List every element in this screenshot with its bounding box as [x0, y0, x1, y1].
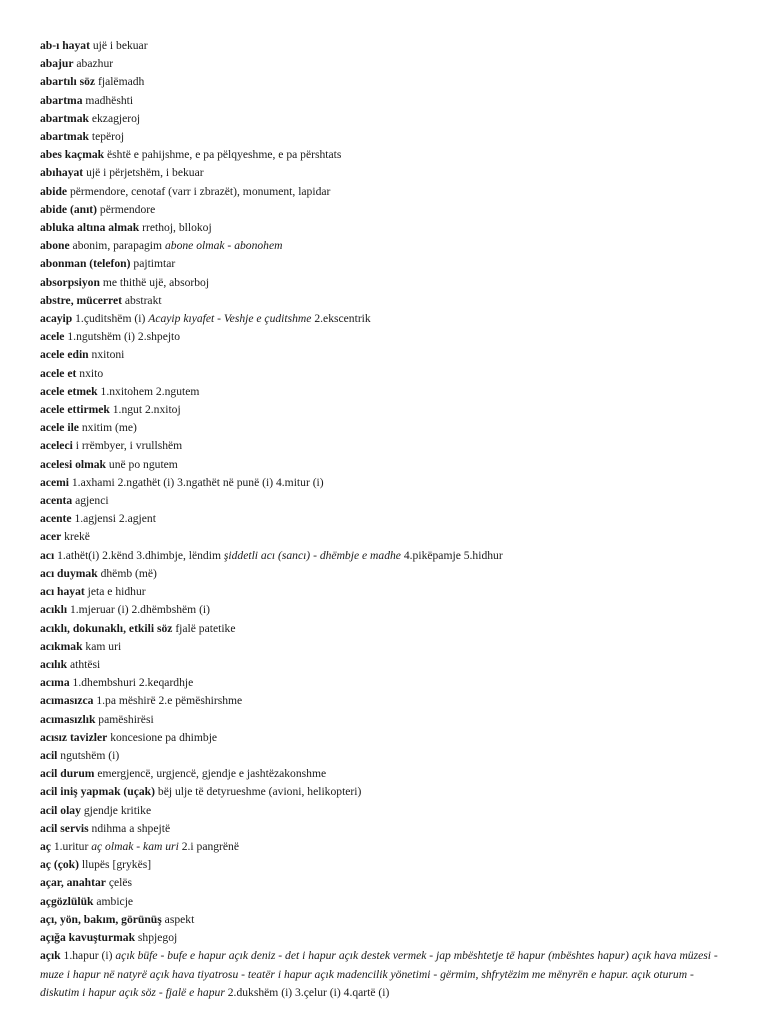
entry-headword: acele edin: [40, 348, 89, 362]
entry-headword: abartılı söz: [40, 75, 96, 89]
entry-definition: nxitim (me): [81, 421, 137, 435]
entry-headword: acı duymak: [40, 566, 98, 580]
dictionary-entry: [40, 874, 730, 892]
entry-definition: tepëroj: [91, 130, 125, 144]
entry-definition: ujë i bekuar: [92, 39, 148, 52]
dictionary-entry: [40, 601, 730, 619]
entry-headword: acele: [40, 330, 65, 344]
entry-headword: abıhayat: [40, 166, 84, 180]
entry-headword: abartmak: [40, 111, 89, 125]
entry-definition: pamëshirësi: [98, 712, 154, 726]
dictionary-entry: [40, 911, 730, 929]
entry-definition: 1.ngut 2.nxitoj: [112, 403, 181, 417]
entry-headword: acenta: [40, 494, 73, 508]
dictionary-entry: [40, 146, 730, 164]
entry-definition: i rrëmbyer, i vrullshëm: [75, 439, 183, 453]
dictionary-entry: [40, 346, 730, 364]
dictionary-entry: [40, 55, 730, 73]
dictionary-entry: [40, 856, 730, 874]
dictionary-entry: [40, 783, 730, 801]
entry-headword: acente: [40, 512, 72, 526]
dictionary-entry: [40, 893, 730, 911]
entry-headword: abluka altına almak: [40, 221, 140, 235]
dictionary-entry: [40, 201, 730, 219]
entry-headword: acı hayat: [40, 585, 85, 599]
dictionary-entry: [40, 92, 730, 110]
entry-definition: me thithë ujë, absorboj: [102, 275, 210, 289]
entry-definition: 1.uritur: [53, 839, 89, 853]
entry-definition: ekzagjeroj: [91, 111, 141, 125]
entry-headword: aç: [40, 839, 51, 853]
dictionary-entry: [40, 692, 730, 710]
dictionary-entry: [40, 747, 730, 765]
entry-definition: fjalë patetike: [175, 621, 236, 635]
entry-definition: emergjencë, urgjencë, gjendje e jashtëzakonshme: [97, 767, 327, 781]
entry-example: şiddetli acı (sancı) - dhëmbje e madhe: [223, 548, 401, 562]
entry-definition-continued: 2.i pangrënë: [181, 839, 240, 853]
entry-headword: acil durum: [40, 767, 95, 781]
entry-headword: acele ile: [40, 421, 79, 435]
entry-definition: 1.mjeruar (i) 2.dhëmbshëm (i): [69, 603, 211, 617]
entry-definition: gjendje kritike: [83, 803, 152, 817]
entry-example: açık büfe - bufe e hapur açık deniz - det i hapur açık destek vermek - jap mbështetje të hapur (mbështes hapur) açık hava müzesi - muze i hapur në natyrë açık hava tiyatrosu - teatër i hapur açık madencilik yönetimi - gërmim, shfrytëzim me mënyrën e hapur. açık oturum - diskutim i hapur açık söz - fjalë e hapur: [40, 949, 718, 1000]
dictionary-entry: [40, 528, 730, 546]
dictionary-entry: [40, 274, 730, 292]
entry-headword: abone: [40, 239, 70, 253]
entry-definition: 1.hapur (i): [63, 949, 113, 963]
dictionary-entry: [40, 802, 730, 820]
entry-headword: abstre, mücerret: [40, 293, 122, 307]
entry-definition: rrethoj, bllokoj: [142, 221, 212, 235]
entry-headword: acil iniş yapmak (uçak): [40, 785, 155, 799]
dictionary-entry: [40, 419, 730, 437]
entry-headword: abide (anıt): [40, 202, 98, 216]
entry-definition: kam uri: [85, 639, 122, 653]
entry-headword: acil: [40, 748, 58, 762]
entry-headword: acele et: [40, 366, 77, 380]
dictionary-entry: [40, 437, 730, 455]
dictionary-entry: [40, 383, 730, 401]
entry-definition-continued: 2.dukshëm (i) 3.çelur (i) 4.qartë (i): [227, 986, 390, 1000]
entry-headword: açığa kavuşturmak: [40, 930, 136, 944]
entry-definition: agjenci: [75, 494, 109, 508]
dictionary-entry: [40, 656, 730, 674]
dictionary-entry: [40, 674, 730, 692]
dictionary-entry: [40, 401, 730, 419]
dictionary-entry: [40, 583, 730, 601]
entry-headword: acımasızlık: [40, 712, 96, 726]
dictionary-entry: [40, 565, 730, 583]
entry-example: Acayip kıyafet - Veshje e çuditshme: [148, 312, 312, 326]
dictionary-entry: [40, 947, 730, 1003]
dictionary-entry: [40, 820, 730, 838]
entry-definition: krekë: [64, 530, 90, 544]
entry-headword: abajur: [40, 57, 74, 71]
entry-definition: 1.ngutshëm (i) 2.shpejto: [67, 330, 181, 344]
entry-definition: abonim, parapagim: [72, 239, 163, 253]
entry-headword: abartma: [40, 93, 83, 107]
entry-headword: aç (çok): [40, 858, 79, 872]
dictionary-entry: [40, 328, 730, 346]
entry-definition-continued: 4.pikëpamje 5.hidhur: [403, 548, 503, 562]
entry-example: abone olmak - abonohem: [164, 239, 283, 253]
entry-headword: acayip: [40, 312, 73, 326]
dictionary-entry: [40, 620, 730, 638]
dictionary-entry: [40, 365, 730, 383]
dictionary-entry: [40, 547, 730, 565]
dictionary-entry: [40, 456, 730, 474]
entry-headword: acımasızca: [40, 694, 94, 708]
entry-headword: acemi: [40, 475, 69, 489]
entry-headword: açık: [40, 949, 61, 963]
dictionary-entry: [40, 929, 730, 947]
dictionary-entry: [40, 110, 730, 128]
entry-definition: aspekt: [164, 912, 195, 926]
dictionary-entry: [40, 255, 730, 273]
entry-definition-continued: 2.ekscentrik: [314, 312, 371, 326]
entry-definition: athtësi: [69, 657, 101, 671]
entry-definition: 1.agjensi 2.agjent: [74, 512, 156, 526]
entry-headword: acıma: [40, 676, 70, 690]
entry-definition: 1.dhembshuri 2.keqardhje: [72, 676, 194, 690]
dictionary-entry: [40, 237, 730, 255]
entry-headword: acıklı: [40, 603, 68, 617]
dictionary-entry: [40, 729, 730, 747]
entry-definition: ambicje: [96, 894, 134, 908]
entry-definition: pajtimtar: [133, 257, 176, 271]
entry-headword: absorpsiyon: [40, 275, 100, 289]
dictionary-entry: [40, 183, 730, 201]
entry-headword: aceleci: [40, 439, 73, 453]
entry-headword: acele etmek: [40, 384, 98, 398]
entry-definition: abazhur: [76, 57, 114, 71]
entry-definition: ndihma a shpejtë: [91, 821, 171, 835]
entry-headword: acelesi olmak: [40, 457, 107, 471]
entry-definition: çelës: [108, 876, 132, 890]
entry-definition: përmendore: [99, 202, 156, 216]
entry-headword: acısız tavizler: [40, 730, 108, 744]
entry-definition: jeta e hidhur: [87, 585, 146, 599]
entry-definition: është e pahijshme, e pa pëlqyeshme, e pa përshtats: [107, 148, 342, 162]
entry-definition: dhëmb (më): [100, 566, 157, 580]
entry-definition: abstrakt: [124, 293, 162, 307]
dictionary-entry: [40, 765, 730, 783]
entry-headword: açar, anahtar: [40, 876, 106, 890]
entry-definition: nxitoni: [91, 348, 125, 362]
dictionary-entry: [40, 73, 730, 91]
entry-definition: 1.athët(i) 2.kënd 3.dhimbje, lëndim: [57, 548, 221, 562]
entry-headword: acı: [40, 548, 55, 562]
dictionary-entry: [40, 128, 730, 146]
entry-definition: koncesione pa dhimbje: [110, 730, 218, 744]
entry-headword: acılık: [40, 657, 68, 671]
entry-definition: 1.çuditshëm (i): [75, 312, 146, 326]
entry-definition: 1.nxitohem 2.ngutem: [100, 384, 200, 398]
dictionary-entry: [40, 37, 730, 55]
entry-headword: abartmak: [40, 130, 89, 144]
entry-headword: açı, yön, bakım, görünüş: [40, 912, 162, 926]
entry-list: [40, 37, 730, 1003]
entry-definition: nxito: [79, 366, 104, 380]
entry-definition: ujë i përjetshëm, i bekuar: [86, 166, 204, 180]
dictionary-entry: [40, 711, 730, 729]
entry-definition: 1.pa mëshirë 2.e pëmëshirshme: [96, 694, 243, 708]
dictionary-entry: [40, 219, 730, 237]
dictionary-entry: [40, 492, 730, 510]
dictionary-entry: [40, 510, 730, 528]
entry-definition: unë po ngutem: [108, 457, 178, 471]
entry-definition: përmendore, cenotaf (varr i zbrazët), monument, lapidar: [69, 184, 331, 198]
entry-headword: acil olay: [40, 803, 81, 817]
dictionary-entry: [40, 164, 730, 182]
entry-definition: 1.axhami 2.ngathët (i) 3.ngathët në punë (i) 4.mitur (i): [71, 475, 324, 489]
entry-headword: abide: [40, 184, 68, 198]
entry-definition: fjalëmadh: [97, 75, 145, 89]
entry-example: aç olmak - kam uri: [91, 839, 179, 853]
entry-headword: abes kaçmak: [40, 148, 105, 162]
dictionary-entry: [40, 310, 730, 328]
entry-headword: acele ettirmek: [40, 403, 110, 417]
dictionary-entry: [40, 638, 730, 656]
entry-headword: acıklı, dokunaklı, etkili söz: [40, 621, 173, 635]
dictionary-entry: [40, 838, 730, 856]
dictionary-entry: [40, 292, 730, 310]
entry-headword: açgözlülük: [40, 894, 94, 908]
entry-definition: llupës [grykës]: [81, 858, 152, 872]
entry-definition: shpjegoj: [137, 930, 178, 944]
entry-headword: abonman (telefon): [40, 257, 131, 271]
entry-headword: acıkmak: [40, 639, 83, 653]
entry-headword: acil servis: [40, 821, 89, 835]
entry-definition: bëj ulje të detyrueshme (avioni, helikopteri): [157, 785, 362, 799]
entry-definition: madhështi: [85, 93, 134, 107]
dictionary-entry: [40, 474, 730, 492]
entry-headword: ab-ı hayat: [40, 39, 90, 52]
entry-headword: acer: [40, 530, 62, 544]
entry-definition: ngutshëm (i): [60, 748, 120, 762]
